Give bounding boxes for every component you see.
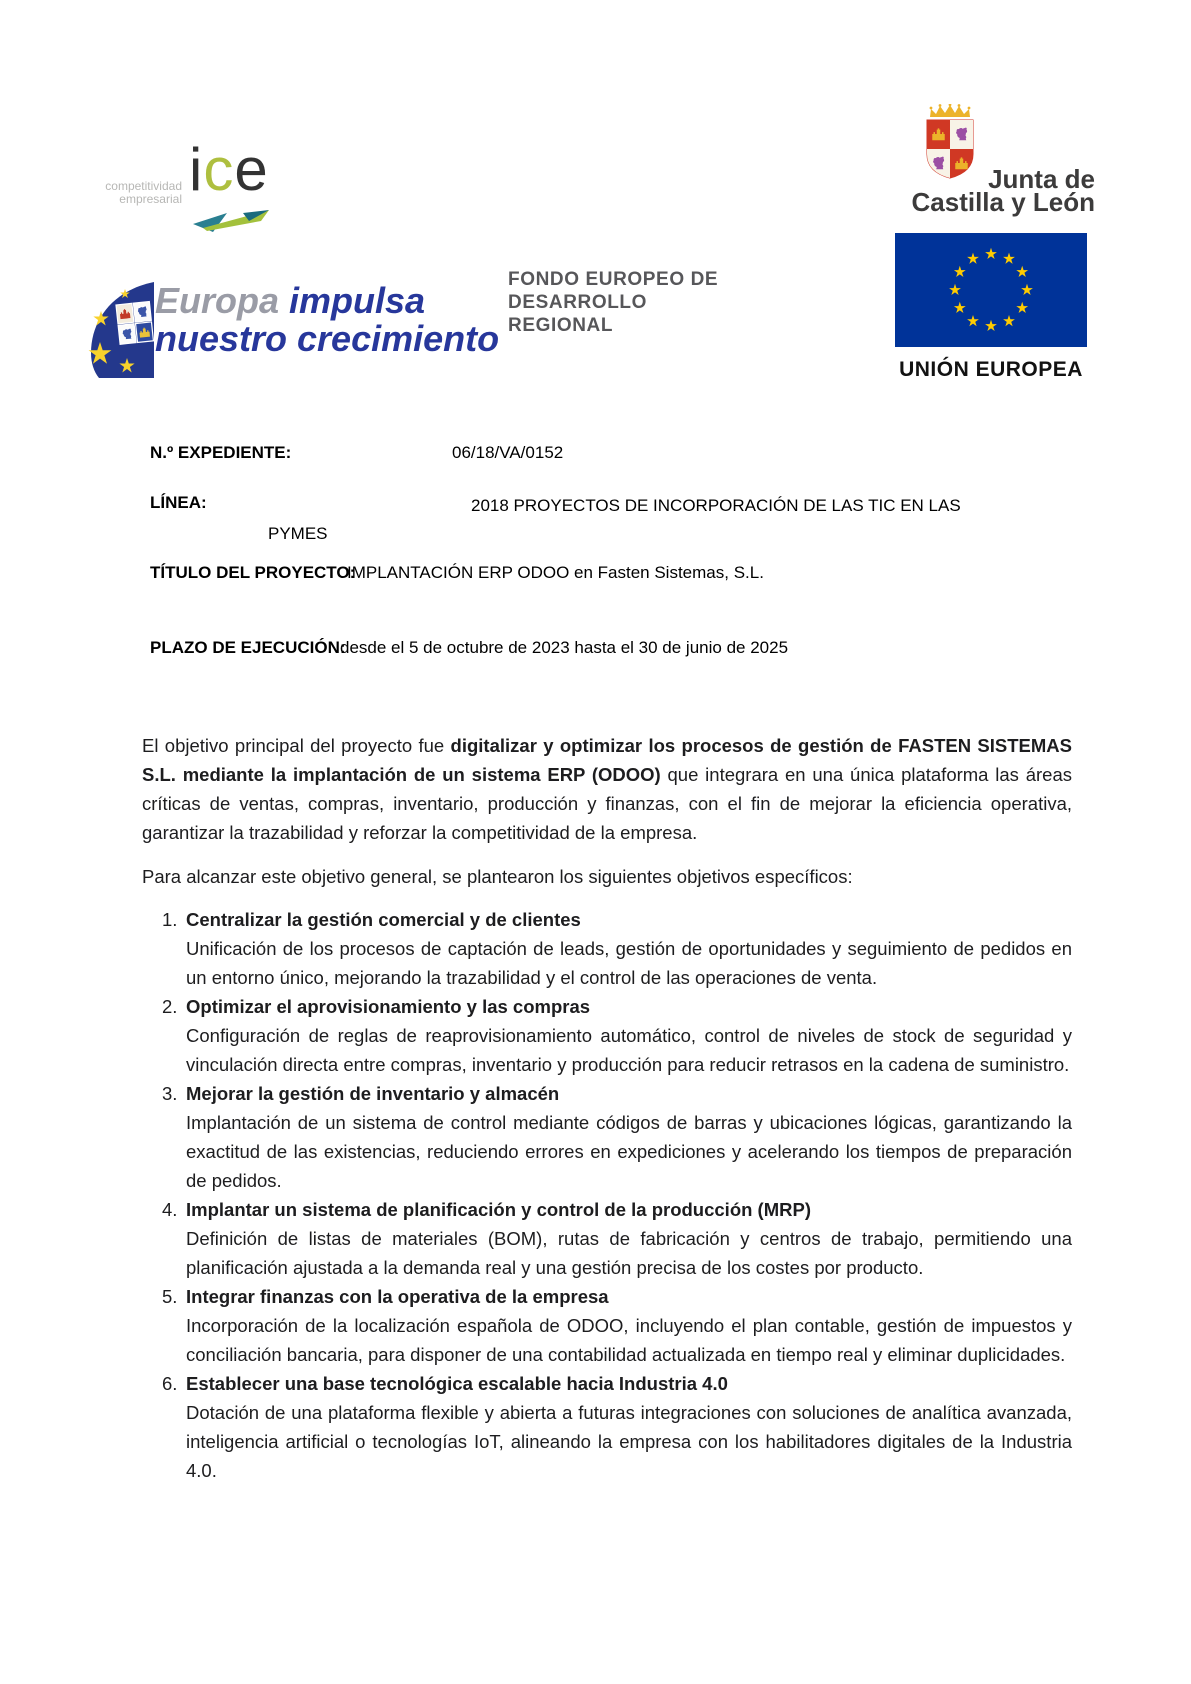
junta-castilla-leon-logo [905, 104, 1095, 219]
junta-line1: Junta de [988, 164, 1095, 194]
junta-line2: Castilla y León [911, 187, 1095, 217]
europa-line1: Europa impulsa [155, 280, 426, 321]
objective-description: Incorporación de la localización española de ODOO, incluyendo el plan contable, gestión de impuestos y conciliación bancaria, para disponer de una contabilidad actualizada en tiempo real y eliminar duplicidades. [186, 1315, 1072, 1365]
intro-paragraph: El objetivo principal del proyecto fue digitalizar y optimizar los procesos de gestión de FASTEN SISTEMAS S.L. mediante la implantación de un sistema ERP (ODOO) que integrara en una única plataforma las áreas críticas de ventas, compras, inventario, producción y finanzas, con el fin de mejorar la eficiencia operativa, garantizar la trazabilidad y reforzar la competitividad de la empresa. [142, 735, 1073, 843]
field-titulo-value: IMPLANTACIÓN ERP ODOO en Fasten Sistemas, S.L. [347, 563, 764, 582]
objective-number: 6. [162, 1373, 178, 1394]
field-plazo-value: desde el 5 de octubre de 2023 hasta el 30 de junio de 2025 [340, 638, 789, 657]
document-body [142, 731, 1072, 1485]
objective-item-2 [142, 992, 1072, 1079]
junta-wordmark [905, 164, 1095, 217]
ice-tagline [85, 180, 182, 206]
feder-line2: DESARROLLO [508, 292, 647, 313]
objective-description: Dotación de una plataforma flexible y abierta a futuras integraciones con soluciones de analítica avanzada, inteligencia artificial o tecnologías IoT, alineando la empresa con los habilitadores digitales de la Industria 4.0. [186, 1402, 1072, 1481]
objective-title: Establecer una base tecnológica escalable hacia Industria 4.0 [186, 1373, 728, 1394]
europa-impulsa-wordmark [155, 282, 499, 358]
ice-logo [85, 136, 285, 240]
objective-title: Implantar un sistema de planificación y control de la producción (MRP) [186, 1199, 811, 1220]
field-expediente-label: N.º EXPEDIENTE: [150, 443, 292, 462]
objective-title: Mejorar la gestión de inventario y almacén [186, 1083, 560, 1104]
objective-number: 5. [162, 1286, 178, 1307]
ice-tagline-line2: empresarial [119, 192, 182, 206]
ice-tagline-line1: competitividad [105, 179, 182, 193]
objective-title: Integrar finanzas con la operativa de la empresa [186, 1286, 609, 1307]
field-linea-label: LÍNEA: [150, 493, 207, 512]
feder-title [508, 268, 718, 337]
intro-bold-objective: digitalizar y optimizar los procesos de gestión de FASTEN SISTEMAS S.L. mediante la implantación de un sistema ERP (ODOO) [142, 735, 1073, 785]
objective-number: 4. [162, 1199, 178, 1220]
objectives-lead-paragraph: Para alcanzar este objetivo general, se plantearon los siguientes objetivos específicos: [142, 866, 853, 887]
ice-swoosh-icon [191, 207, 271, 240]
field-expediente [150, 442, 1090, 464]
objective-description: Implantación de un sistema de control mediante códigos de barras y ubicaciones lógicas, garantizando la exactitud de las existencias, reduciendo errores en expediciones y acelerando los tiempos de preparación de pedidos. [186, 1112, 1072, 1191]
europa-line2: nuestro crecimiento [155, 318, 500, 359]
objective-description: Configuración de reglas de reaprovisionamiento automático, control de niveles de stock de seguridad y vinculación directa entre compras, inventario y producción para reducir retrasos en la cadena de suministro. [186, 1025, 1072, 1075]
objective-number: 3. [162, 1083, 178, 1104]
objective-item-6 [142, 1369, 1072, 1485]
field-titulo-label: TÍTULO DEL PROYECTO: [150, 563, 356, 582]
field-linea-value: 2018 PROYECTOS DE INCORPORACIÓN DE LAS TIC EN LAS PYMES [268, 496, 961, 543]
field-plazo-label: PLAZO DE EJECUCIÓN: [150, 638, 346, 657]
europa-impulsa-emblem-icon [88, 281, 158, 383]
feder-line3: REGIONAL [508, 315, 614, 336]
field-linea [150, 492, 1090, 543]
field-expediente-value: 06/18/VA/0152 [452, 443, 564, 462]
objective-title: Optimizar el aprovisionamiento y las compras [186, 996, 591, 1017]
eu-flag-icon [895, 233, 1087, 347]
objective-description: Unificación de los procesos de captación de leads, gestión de oportunidades y seguimiento de pedidos en un entorno único, mejorando la trazabilidad y el control de las operaciones de venta. [186, 938, 1072, 988]
objective-description: Definición de listas de materiales (BOM), rutas de fabricación y centros de trabajo, permitiendo una planificación ajustada a la demanda real y una gestión precisa de los costes por producto. [186, 1228, 1072, 1278]
objective-number: 1. [162, 909, 178, 930]
objective-item-1 [142, 905, 1072, 992]
feder-line1: FONDO EUROPEO DE [508, 269, 719, 290]
field-plazo [150, 637, 1090, 659]
field-titulo [150, 562, 1090, 584]
objectives-list [142, 905, 1072, 1485]
eu-caption: UNIÓN EUROPEA [899, 358, 1083, 381]
objective-item-4 [142, 1195, 1072, 1282]
objective-item-5 [142, 1282, 1072, 1369]
objective-title: Centralizar la gestión comercial y de clientes [186, 909, 581, 930]
ice-wordmark: ice [189, 136, 269, 203]
objective-number: 2. [162, 996, 178, 1017]
objective-item-3 [142, 1079, 1072, 1195]
